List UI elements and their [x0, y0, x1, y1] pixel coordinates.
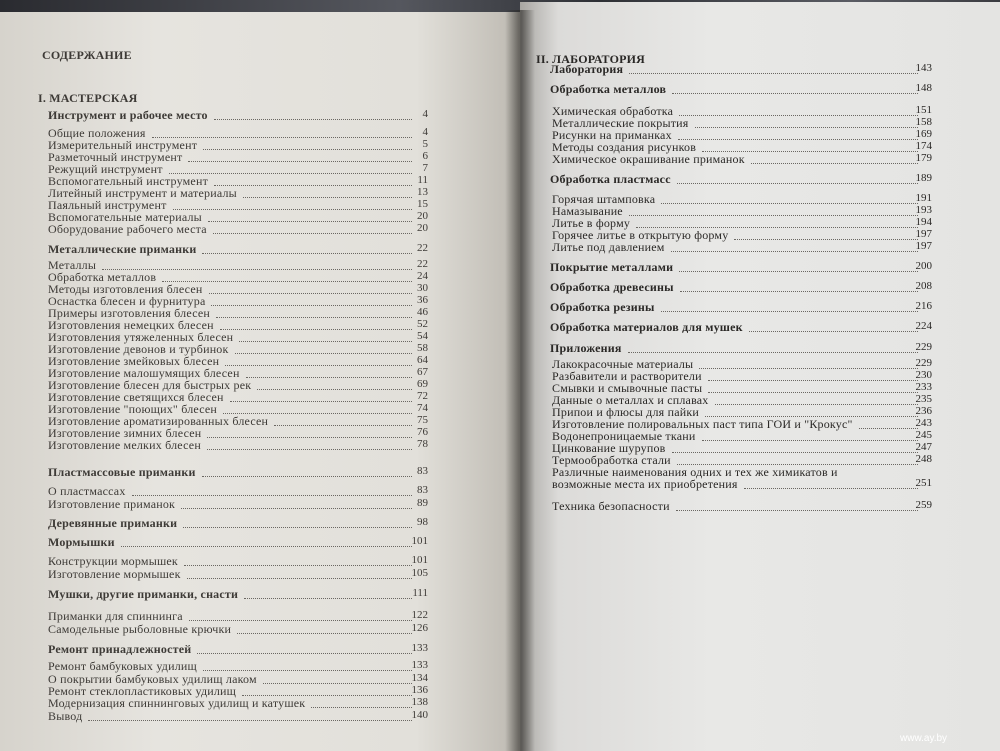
- toc-entry-title: Припои и флюсы для пайки: [552, 405, 700, 419]
- toc-page-number: 245: [915, 429, 932, 441]
- toc-entry-title: Изготовление полировальных паст типа ГОИ и "Крокус": [552, 417, 853, 431]
- toc-page-number: 22: [417, 258, 428, 270]
- toc-page-number: 200: [915, 260, 932, 272]
- toc-page-number: 224: [915, 320, 932, 332]
- toc-page-number: 98: [417, 516, 428, 528]
- toc-entry-title: Металлические приманки: [48, 242, 197, 256]
- toc-entry-title: Методы создания рисунков: [552, 140, 697, 154]
- leader-dots: [230, 401, 412, 402]
- leader-dots: [672, 93, 918, 94]
- toc-page-number: 105: [411, 567, 428, 579]
- leader-dots: [203, 149, 412, 150]
- toc-page-number: 158: [915, 116, 932, 128]
- toc-entry-title: Приложения: [550, 341, 622, 355]
- toc-page-number: 236: [915, 405, 932, 417]
- leader-dots: [188, 161, 412, 162]
- left-page: [0, 12, 520, 751]
- leader-dots: [132, 495, 412, 496]
- toc-page-number: 243: [915, 417, 932, 429]
- toc-entry-title: Изготовление "поющих" блесен: [48, 402, 218, 416]
- toc-page-number: 138: [411, 696, 428, 708]
- toc-page-number: 197: [915, 228, 932, 240]
- toc-page-number: 151: [915, 104, 932, 116]
- leader-dots: [708, 392, 918, 393]
- toc-entry-title: Оборудование рабочего места: [48, 222, 207, 236]
- toc-page-number: 248: [915, 453, 932, 465]
- toc-page-number: 235: [915, 393, 932, 405]
- toc-entry-title: Пластмассовые приманки: [48, 465, 196, 479]
- leader-dots: [207, 437, 412, 438]
- toc-page-number: 193: [915, 204, 932, 216]
- toc-page-number: 111: [412, 587, 428, 599]
- toc-entry-title: Покрытие металлами: [550, 260, 674, 274]
- toc-page-number: 83: [417, 465, 428, 477]
- leader-dots: [189, 620, 412, 621]
- toc-page-number: 75: [417, 414, 428, 426]
- toc-page-number: 89: [417, 497, 428, 509]
- leader-dots: [202, 253, 412, 254]
- toc-entry-title: Изготовление мормышек: [48, 567, 181, 581]
- toc-entry-title: Оснастка блесен и фурнитура: [48, 294, 206, 308]
- leader-dots: [183, 527, 412, 528]
- toc-entry-title: Намазывание: [552, 204, 623, 218]
- toc-page-number: 30: [417, 282, 428, 294]
- toc-page-number: 189: [915, 172, 932, 184]
- leader-dots: [699, 368, 918, 369]
- toc-entry-title: Изготовления немецких блесен: [48, 318, 214, 332]
- toc-entry-title: Вспомогательный инструмент: [48, 174, 209, 188]
- leader-dots: [672, 452, 918, 453]
- toc-page-number: 7: [422, 162, 428, 174]
- leader-dots: [661, 311, 918, 312]
- toc-page-number: 229: [915, 341, 932, 353]
- watermark: www.ay.by: [900, 733, 948, 744]
- toc-entry-title: Разметочный инструмент: [48, 150, 183, 164]
- toc-entry-title: Обработка материалов для мушек: [550, 320, 743, 334]
- toc-entry-title: Изготовления утяжеленных блесен: [48, 330, 234, 344]
- toc-page-number: 20: [417, 222, 428, 234]
- toc-entry-title: Химическая обработка: [552, 104, 674, 118]
- toc-page-number: 126: [411, 622, 428, 634]
- toc-entry-title: Литье в форму: [552, 216, 631, 230]
- toc-page-number: 83: [417, 484, 428, 496]
- toc-entry-title: Водонепроницаемые ткани: [552, 429, 696, 443]
- leader-dots: [209, 293, 412, 294]
- toc-page-number: 15: [417, 198, 428, 210]
- leader-dots: [679, 115, 918, 116]
- leader-dots: [702, 440, 918, 441]
- toc-page-number: 13: [417, 186, 428, 198]
- toc-page-number: 251: [915, 477, 932, 489]
- leader-dots: [708, 380, 918, 381]
- toc-entry-title: Мушки, другие приманки, снасти: [48, 587, 239, 601]
- toc-page-number: 58: [417, 342, 428, 354]
- toc-entry-title: Изготовление приманок: [48, 497, 176, 511]
- toc-entry-title: Изготовление зимних блесен: [48, 426, 202, 440]
- leader-dots: [211, 305, 412, 306]
- toc-entry-title: Литье под давлением: [552, 240, 665, 254]
- toc-page-number: 4: [422, 108, 428, 120]
- leader-dots: [225, 365, 412, 366]
- leader-dots: [678, 139, 918, 140]
- toc-page-number: 36: [417, 294, 428, 306]
- toc-page-number: 54: [417, 330, 428, 342]
- toc-entry-title: Конструкции мормышек: [48, 554, 178, 568]
- toc-page-number: 76: [417, 426, 428, 438]
- leader-dots: [214, 185, 412, 186]
- toc-entry-title: Изготовление светящихся блесен: [48, 390, 224, 404]
- toc-page-number: 136: [411, 684, 428, 696]
- toc-entry-title: Изготовление змейковых блесен: [48, 354, 220, 368]
- toc-entry-title: Обработка древесины: [550, 280, 674, 294]
- toc-page-number: 11: [417, 174, 428, 186]
- leader-dots: [661, 203, 918, 204]
- leader-dots: [695, 127, 918, 128]
- toc-page-number: 259: [915, 499, 932, 511]
- toc-entry-title: Ремонт принадлежностей: [48, 642, 192, 656]
- toc-page-number: 148: [915, 82, 932, 94]
- part-one-title: I. МАСТЕРСКАЯ: [38, 91, 138, 105]
- toc-page-number: 4: [422, 126, 428, 138]
- toc-entry-title: Паяльный инструмент: [48, 198, 167, 212]
- leader-dots: [88, 720, 412, 721]
- toc-entry-title: Горячее литье в открытую форму: [552, 228, 729, 242]
- toc-entry-title: Модернизация спиннинговых удилищ и катушек: [48, 696, 306, 710]
- toc-entry-title: Примеры изготовления блесен: [48, 306, 211, 320]
- leader-dots: [671, 251, 918, 252]
- leader-dots: [677, 183, 918, 184]
- toc-entry-title: Изготовление малошумящих блесен: [48, 366, 240, 380]
- toc-page-number: 24: [417, 270, 428, 282]
- toc-entry-title: Методы изготовления блесен: [48, 282, 203, 296]
- leader-dots: [214, 119, 412, 120]
- toc-entry-title: Общие положения: [48, 126, 146, 140]
- toc-page-number: 101: [411, 535, 428, 547]
- toc-page-number: 169: [915, 128, 932, 140]
- toc-entry-title: Химическое окрашивание приманок: [552, 152, 745, 166]
- toc-entry-title: Самодельные рыболовные крючки: [48, 622, 232, 636]
- leader-dots: [629, 73, 918, 74]
- toc-page-number: 197: [915, 240, 932, 252]
- toc-page-number: 74: [417, 402, 428, 414]
- toc-page-number: 20: [417, 210, 428, 222]
- leader-dots: [220, 329, 412, 330]
- leader-dots: [208, 221, 412, 222]
- toc-entry-title: Данные о металлах и сплавах: [552, 393, 709, 407]
- toc-page-number: 216: [915, 300, 932, 312]
- toc-entry-title: Лаборатория: [550, 62, 624, 76]
- leader-dots: [202, 476, 412, 477]
- toc-entry-title: Обработка резины: [550, 300, 655, 314]
- leader-dots: [173, 209, 412, 210]
- toc-entry-title: О покрытии бамбуковых удилищ лаком: [48, 672, 257, 686]
- toc-entry-title: Изготовление ароматизированных блесен: [48, 414, 269, 428]
- toc-entry-title: Разбавители и растворители: [552, 369, 702, 383]
- leader-dots: [629, 215, 918, 216]
- toc-entry-title: Ремонт бамбуковых удилищ: [48, 659, 197, 673]
- toc-entry-title: Изготовление мелких блесен: [48, 438, 201, 452]
- leader-dots: [239, 341, 412, 342]
- toc-page-number: 72: [417, 390, 428, 402]
- book-gutter: [505, 10, 535, 751]
- leader-dots: [676, 510, 918, 511]
- toc-page-number: 5: [422, 138, 428, 150]
- leader-dots: [197, 653, 412, 654]
- toc-entry-title: Рисунки на приманках: [552, 128, 672, 142]
- toc-page-number: 78: [417, 438, 428, 450]
- leader-dots: [121, 546, 412, 547]
- part-two-title: II. ЛАБОРАТОРИЯ: [536, 52, 646, 66]
- toc-entry-title: Режущий инструмент: [48, 162, 163, 176]
- toc-entry-title: Приманки для спиннинга: [48, 609, 183, 623]
- toc-page-number: 122: [411, 609, 428, 621]
- toc-page-number: 64: [417, 354, 428, 366]
- toc-entry-title: Изготовление девонов и турбинок: [48, 342, 229, 356]
- leader-dots: [184, 565, 412, 566]
- toc-page-number: 174: [915, 140, 932, 152]
- toc-entry-title: Техника безопасности: [552, 499, 670, 513]
- toc-entry-title: Изготовление блесен для быстрых рек: [48, 378, 252, 392]
- toc-page-number: 179: [915, 152, 932, 164]
- leader-dots: [216, 317, 412, 318]
- toc-entry-title: Вывод: [48, 709, 83, 723]
- leader-dots: [680, 291, 918, 292]
- toc-entry-title: Деревянные приманки: [48, 516, 178, 530]
- toc-entry-title: Обработка металлов: [48, 270, 157, 284]
- leader-dots: [213, 233, 412, 234]
- toc-entry-title: Мормышки: [48, 535, 115, 549]
- leader-dots: [235, 353, 412, 354]
- toc-entry-title: Лакокрасочные материалы: [552, 357, 694, 371]
- toc-page-number: 143: [915, 62, 932, 74]
- toc-page-number: 69: [417, 378, 428, 390]
- toc-entry-title: Литейный инструмент и материалы: [48, 186, 237, 200]
- leader-dots: [244, 598, 412, 599]
- toc-entry-title: Термообработка стали: [552, 453, 671, 467]
- leader-dots: [715, 404, 918, 405]
- toc-page-number: 229: [915, 357, 932, 369]
- toc-page-number: 230: [915, 369, 932, 381]
- toc-entry-title: Обработка металлов: [550, 82, 667, 96]
- toc-page-number: 208: [915, 280, 932, 292]
- toc-page-number: 194: [915, 216, 932, 228]
- toc-page-number: 133: [411, 642, 428, 654]
- contents-heading: СОДЕРЖАНИЕ: [42, 48, 132, 62]
- leader-dots: [203, 670, 412, 671]
- toc-page-number: 134: [411, 672, 428, 684]
- toc-page-number: 191: [915, 192, 932, 204]
- toc-entry-title: Горячая штамповка: [552, 192, 656, 206]
- toc-entry-title: Металлические покрытия: [552, 116, 689, 130]
- toc-entry-title: возможные места их приобретения: [552, 477, 738, 491]
- toc-entry-title: Металлы: [48, 258, 97, 272]
- toc-page-number: 233: [915, 381, 932, 393]
- leader-dots: [628, 352, 918, 353]
- toc-entry-title: Обработка пластмасс: [550, 172, 671, 186]
- toc-page-number: 101: [411, 554, 428, 566]
- leader-dots: [237, 633, 412, 634]
- toc-page-number: 52: [417, 318, 428, 330]
- toc-page-number: 67: [417, 366, 428, 378]
- toc-entry-title: Цинкование шурупов: [552, 441, 666, 455]
- toc-entry-title: Различные наименования одних и тех же химикатов и: [552, 465, 838, 479]
- toc-page-number: 46: [417, 306, 428, 318]
- leader-dots: [187, 578, 412, 579]
- leader-dots: [734, 239, 918, 240]
- toc-entry-title: Инструмент и рабочее место: [48, 108, 208, 122]
- toc-entry-title: Вспомогательные материалы: [48, 210, 202, 224]
- toc-entry-title: О пластмассах: [48, 484, 126, 498]
- leader-dots: [181, 508, 412, 509]
- leader-dots: [207, 449, 412, 450]
- leader-dots: [679, 271, 918, 272]
- toc-entry-title: Смывки и смывочные пасты: [552, 381, 703, 395]
- leader-dots: [243, 197, 412, 198]
- right-page: [520, 2, 1000, 751]
- toc-page-number: 22: [417, 242, 428, 254]
- toc-entry-title: Ремонт стеклопластиковых удилищ: [48, 684, 237, 698]
- toc-page-number: 6: [422, 150, 428, 162]
- toc-page-number: 247: [915, 441, 932, 453]
- toc-entry-title: Измерительный инструмент: [48, 138, 198, 152]
- toc-page-number: 133: [411, 659, 428, 671]
- toc-page-number: 140: [411, 709, 428, 721]
